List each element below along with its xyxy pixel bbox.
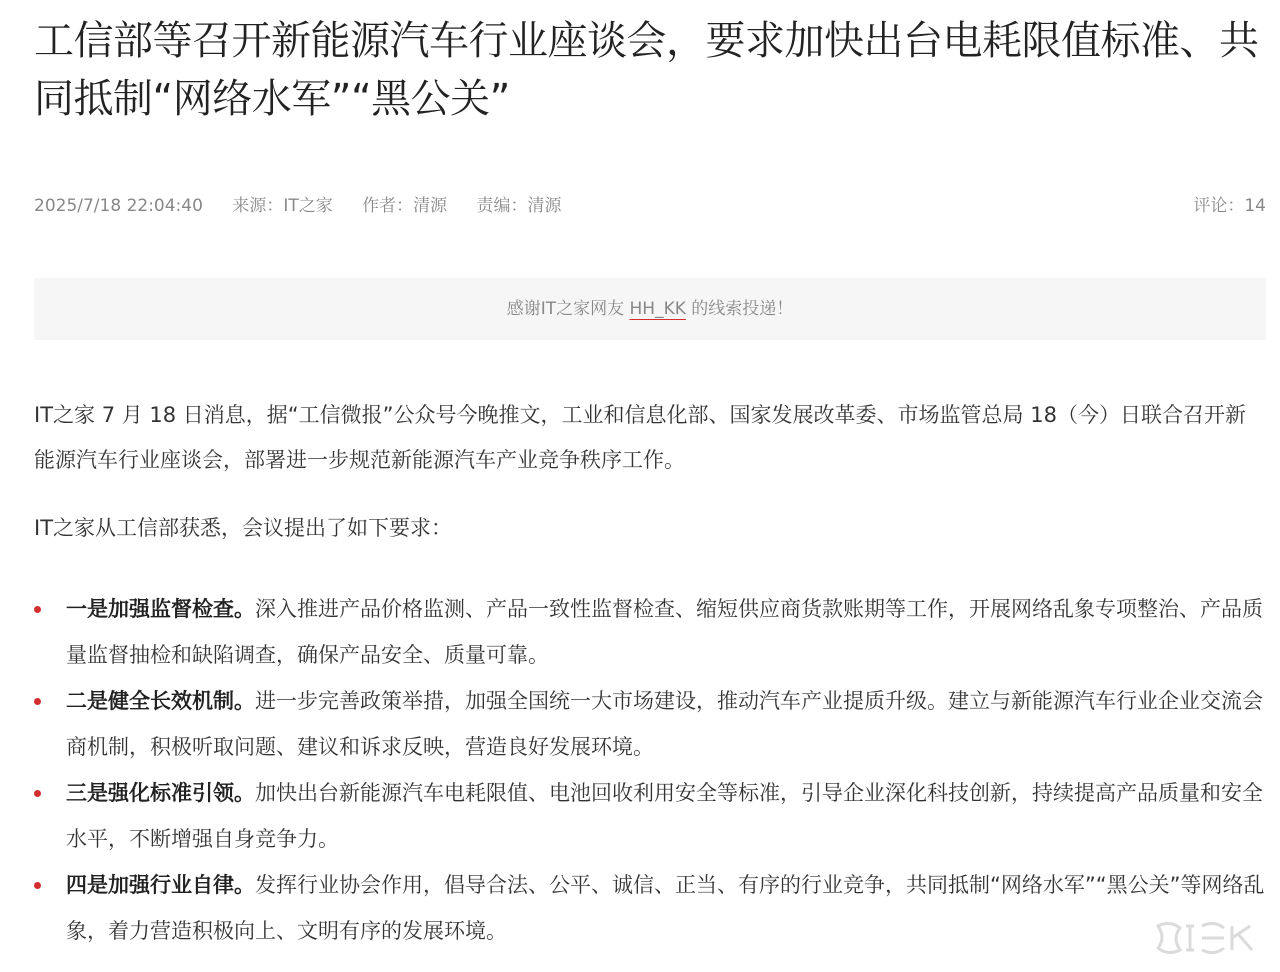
bullet-dot-icon — [34, 698, 41, 705]
body-paragraph-2: IT之家从工信部获悉，会议提出了如下要求： — [34, 516, 453, 540]
watermark-logo-icon — [1150, 916, 1262, 960]
list-item — [34, 862, 1266, 954]
body-paragraph-1: IT之家 7 月 18 日消息，据“工信微报”公众号今晚推文，工业和信息化部、国家发展改革委、市场监管总局 18（今）日联合召开新能源汽车行业座谈会，部署进一步规范新能源汽车产业竞争秩序工作。 — [34, 403, 1246, 472]
contributor-link[interactable]: HH_KK — [629, 299, 686, 319]
list-item-lead: 四是加强行业自律。 — [66, 873, 255, 897]
article-title: 工信部等召开新能源汽车行业座谈会，要求加快出台电耗限值标准、共同抵制“网络水军”“黑公关” — [34, 18, 1259, 122]
publish-datetime: 2025/7/18 22:04:40 — [34, 196, 203, 216]
thanks-prefix: 感谢IT之家网友 — [506, 299, 625, 319]
thanks-banner — [34, 278, 1266, 340]
requirements-list — [34, 586, 1266, 954]
thanks-suffix: 的线索投递！ — [691, 299, 794, 319]
bullet-dot-icon — [34, 882, 41, 889]
list-item — [34, 678, 1266, 770]
editor-label: 责编：清源 — [476, 196, 562, 216]
list-item — [34, 770, 1266, 862]
source-label[interactable]: 来源：IT之家 — [232, 196, 333, 216]
list-item-lead: 一是加强监督检查。 — [66, 597, 255, 621]
list-item-text: 进一步完善政策举措，加强全国统一大市场建设，推动汽车产业提质升级。建立与新能源汽车行业企业交流会商机制，积极听取问题、建议和诉求反映，营造良好发展环境。 — [66, 689, 1263, 759]
author-label: 作者：清源 — [362, 196, 448, 216]
comments-link[interactable]: 评论：14 — [1193, 196, 1266, 216]
bullet-dot-icon — [34, 606, 41, 613]
list-item-text: 加快出台新能源汽车电耗限值、电池回收利用安全等标准，引导企业深化科技创新，持续提高产品质量和安全水平，不断增强自身竞争力。 — [66, 781, 1263, 851]
list-item-text: 深入推进产品价格监测、产品一致性监督检查、缩短供应商货款账期等工作，开展网络乱象专项整治、产品质量监督抽检和缺陷调查，确保产品安全、质量可靠。 — [66, 597, 1263, 667]
list-item-lead: 二是健全长效机制。 — [66, 689, 255, 713]
list-item — [34, 586, 1266, 678]
list-item-lead: 三是强化标准引领。 — [66, 781, 255, 805]
bullet-dot-icon — [34, 790, 41, 797]
article-meta — [34, 194, 1266, 218]
list-item-text: 发挥行业协会作用，倡导合法、公平、诚信、正当、有序的行业竞争，共同抵制“网络水军”“黑公关”等网络乱象，着力营造积极向上、文明有序的发展环境。 — [66, 873, 1265, 943]
